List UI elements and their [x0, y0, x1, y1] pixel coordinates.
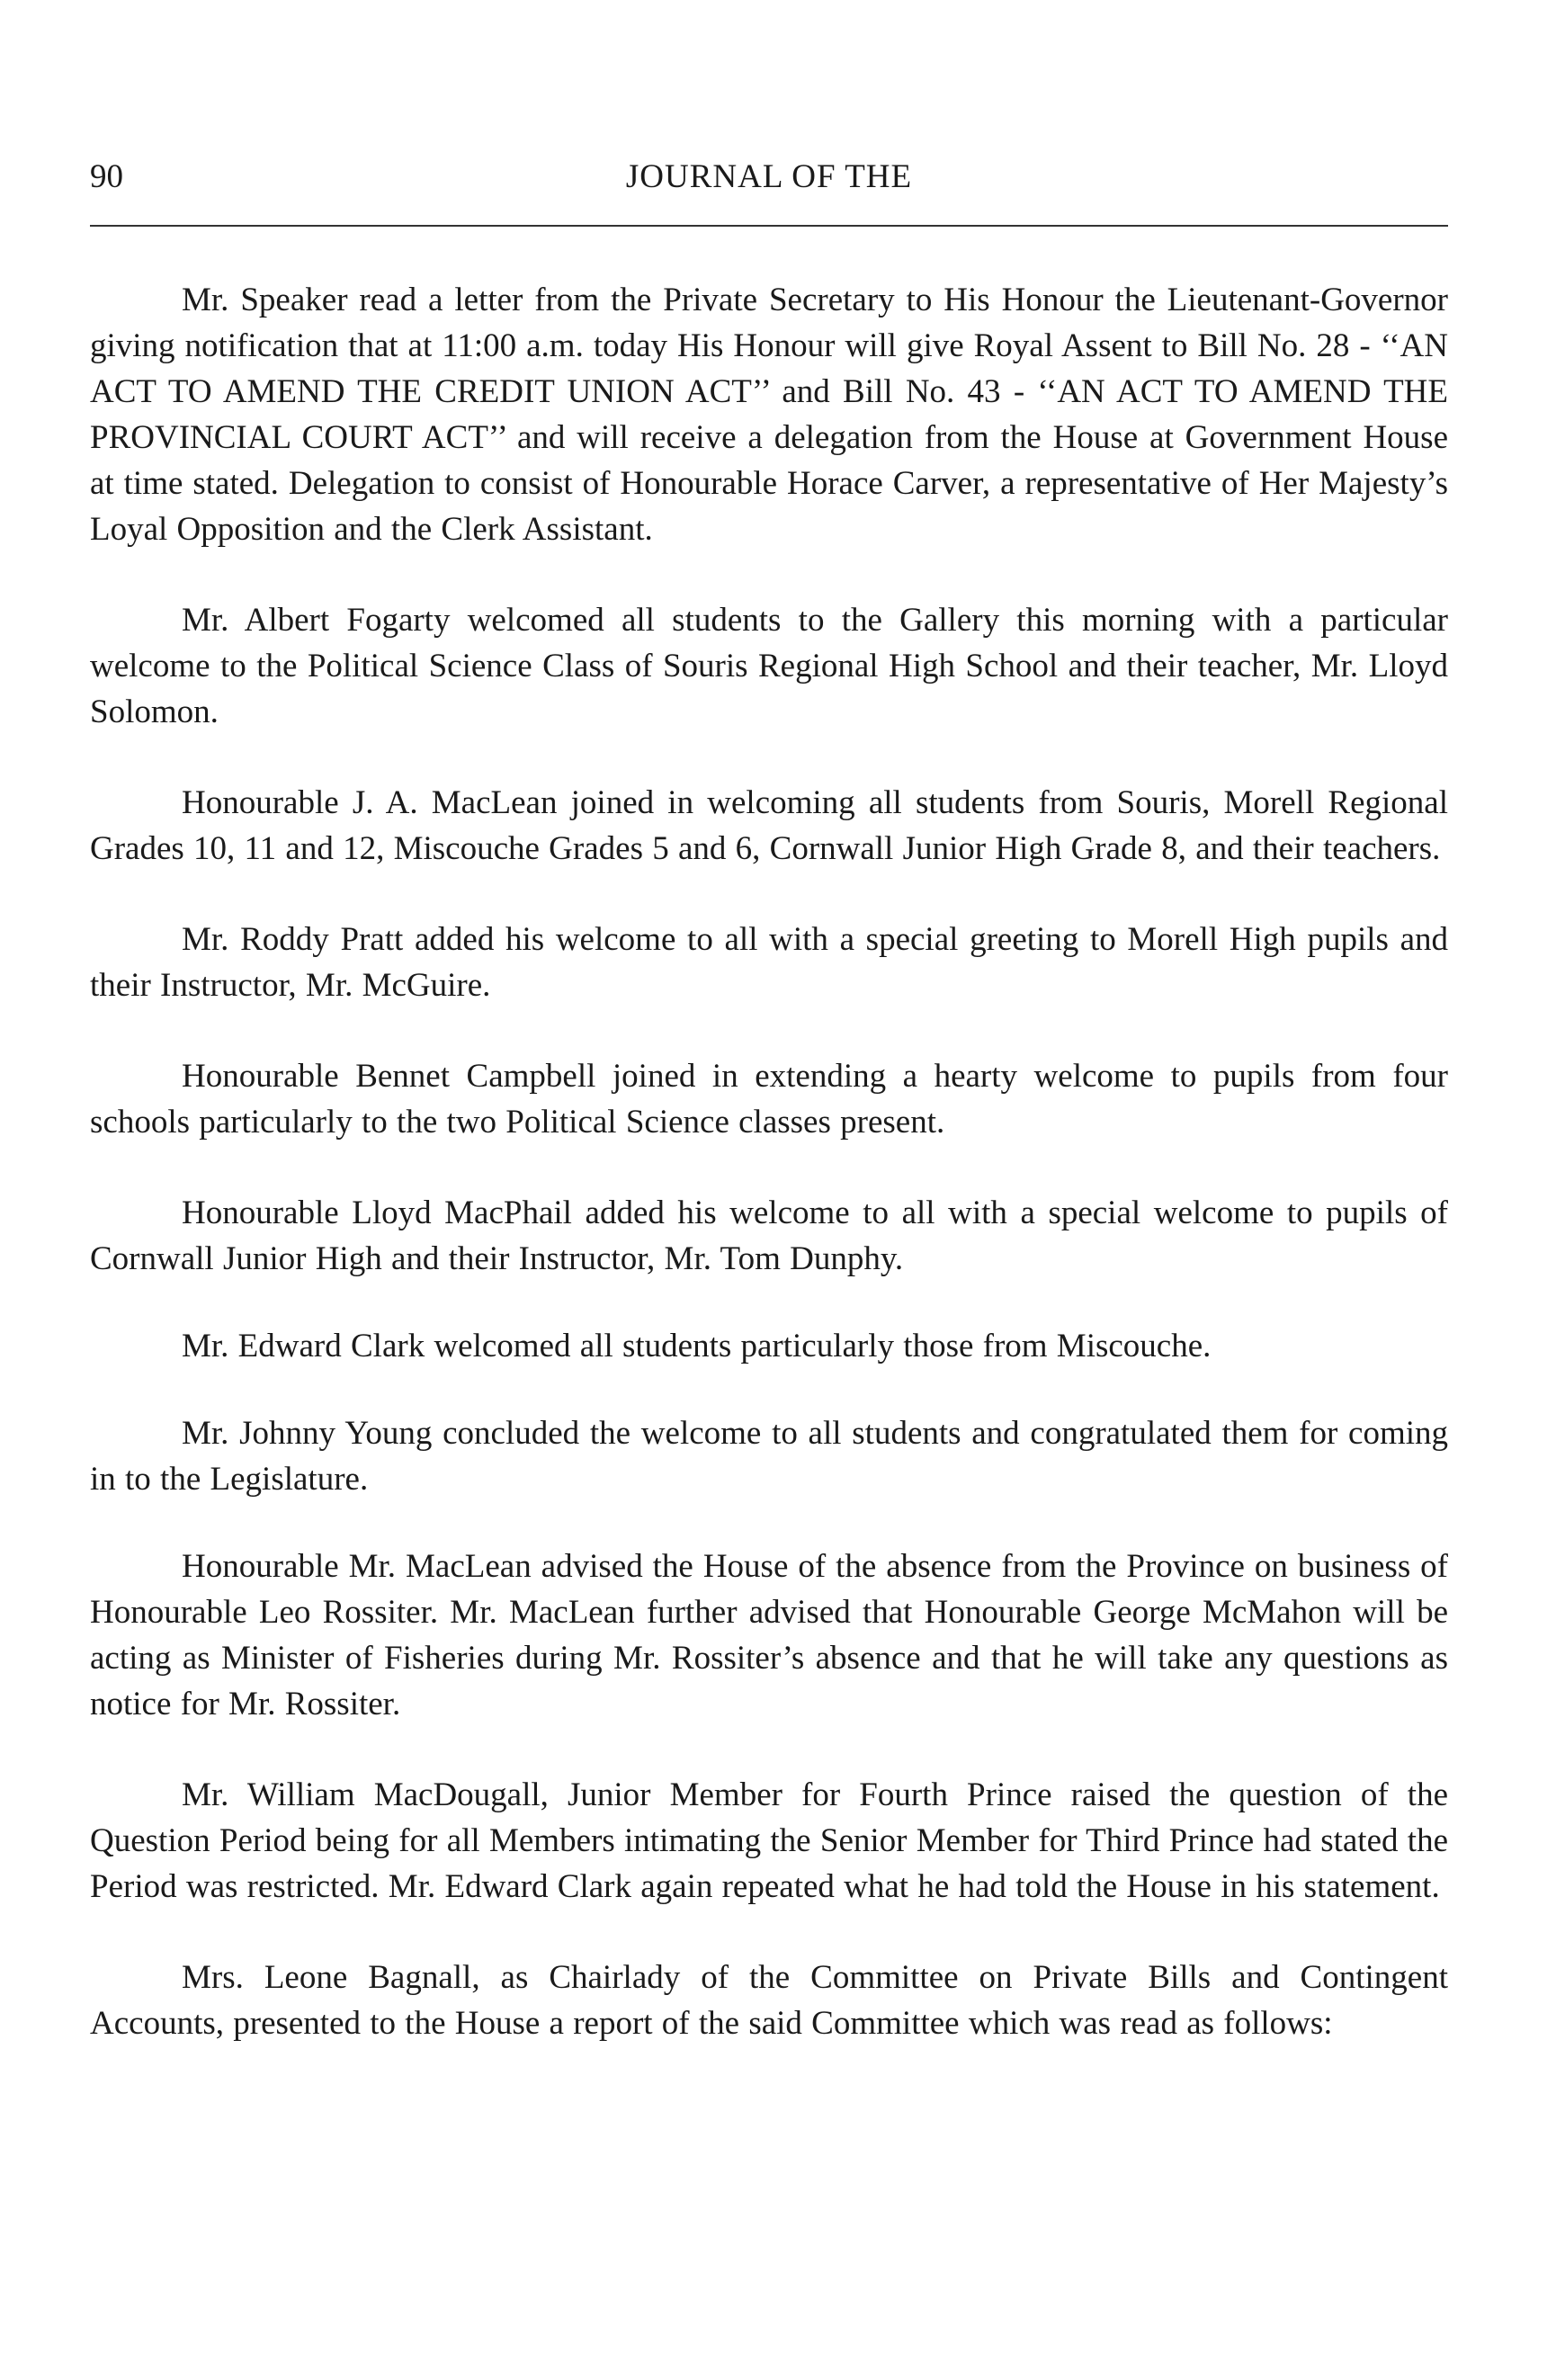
- paragraph-campbell-welcome: Honourable Bennet Campbell joined in extending a hearty welcome to pupils from four schools particularly to the two Political Science classes present.: [90, 1058, 1448, 1141]
- paragraph-pratt-welcome: Mr. Roddy Pratt added his welcome to all with a special greeting to Morell High pupils and their Instructor, Mr. McGuire.: [90, 921, 1448, 1004]
- paragraph-macphail-welcome: Honourable Lloyd MacPhail added his welcome to all with a special welcome to pupils of Cornwall Junior High and their Instructor, Mr. Tom Dunphy.: [90, 1194, 1448, 1277]
- journal-title: JOURNAL OF THE: [625, 158, 913, 195]
- paragraph-fogarty-welcome: Mr. Albert Fogarty welcomed all students to the Gallery this morning with a particular welcome to the Political Science Class of Souris Regional High School and their teacher, Mr. Lloyd Solomon.: [90, 602, 1448, 730]
- journal-body: [90, 277, 1448, 2046]
- paragraph-royal-assent-notice: Mr. Speaker read a letter from the Private Secretary to His Honour the Lieutenant-Governor giving notification that at 11:00 a.m. today His Honour will give Royal Assent to Bill No. 28 - ‘‘AN ACT TO AMEND THE CREDIT UNION ACT’’ and Bill No. 43 - ‘‘AN ACT TO AMEND THE PROVINCIAL COURT ACT’’ and will receive a delegation from the House at Government House at time stated. Delegation to consist of Honourable Horace Carver, a representative of Her Majesty’s Loyal Opposition and the Clerk Assistant.: [90, 282, 1448, 548]
- paragraph-clark-welcome: Mr. Edward Clark welcomed all students particularly those from Miscouche.: [182, 1328, 1212, 1364]
- running-head: [90, 155, 1448, 200]
- paragraph-maclean-welcome: Honourable J. A. MacLean joined in welcoming all students from Souris, Morell Regional Grades 10, 11 and 12, Miscouche Grades 5 and 6, Cornwall Junior High Grade 8, and their teachers.: [90, 784, 1448, 867]
- paragraph-committee-report: Mrs. Leone Bagnall, as Chairlady of the Committee on Private Bills and Contingent Accounts, presented to the House a report of the said Committee which was read as follows:: [90, 1959, 1448, 2042]
- paragraph-rossiter-absence: Honourable Mr. MacLean advised the House of the absence from the Province on business of Honourable Leo Rossiter. Mr. MacLean further advised that Honourable George McMahon will be acting as Minister of Fisheries during Mr. Rossiter’s absence and that he will take any questions as notice for Mr. Rossiter.: [90, 1548, 1448, 1722]
- paragraph-question-period: Mr. William MacDougall, Junior Member for Fourth Prince raised the question of the Question Period being for all Members intimating the Senior Member for Third Prince had stated the Period was restricted. Mr. Edward Clark again repeated what he had told the House in his statement.: [90, 1776, 1448, 1905]
- paragraph-young-welcome: Mr. Johnny Young concluded the welcome to all students and congratulated them for coming in to the Legislature.: [90, 1415, 1448, 1498]
- page-number: 90: [90, 158, 123, 195]
- header-rule: [90, 225, 1448, 227]
